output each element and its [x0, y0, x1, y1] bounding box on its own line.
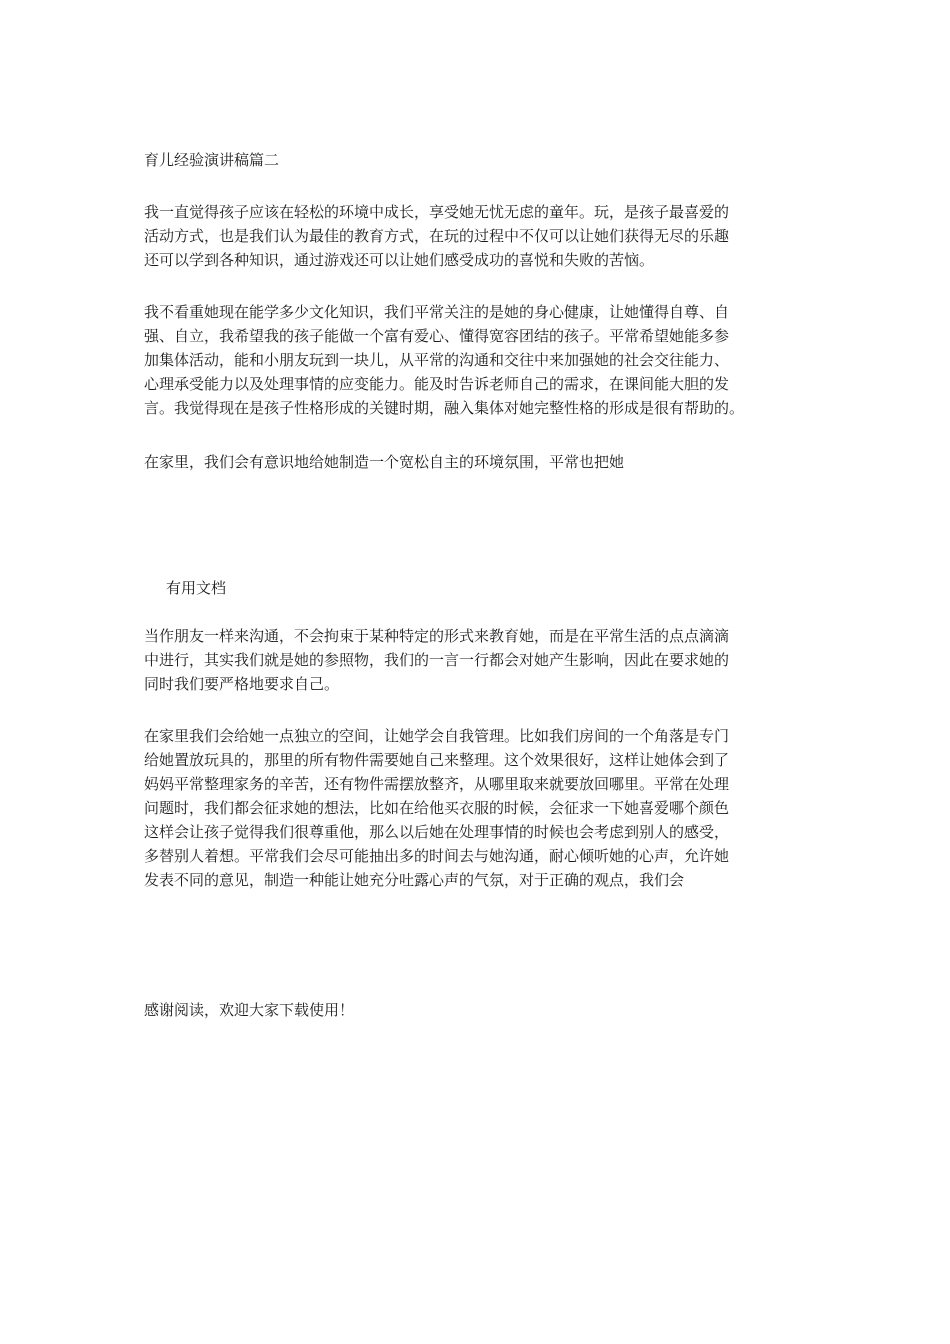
paragraph-line: 加集体活动，能和小朋友玩到一块儿，从平常的沟通和交往中来加强她的社会交往能力、	[144, 351, 730, 369]
paragraph-line: 当作朋友一样来沟通，不会拘束于某种特定的形式来教育她，而是在平常生活的点点滴滴	[144, 627, 730, 645]
paragraph-2	[144, 300, 814, 420]
paragraph-line: 在家里我们会给她一点独立的空间，让她学会自我管理。比如我们房间的一个角落是专门	[144, 727, 730, 745]
paragraph-line: 强、自立，我希望我的孩子能做一个富有爱心、懂得宽容团结的孩子。平常希望她能多参	[144, 327, 730, 345]
paragraph-line: 心理承受能力以及处理事情的应变能力。能及时告诉老师自己的需求，在课间能大胆的发	[144, 375, 730, 393]
paragraph-line: 妈妈平常整理家务的辛苦，还有物件需摆放整齐，从哪里取来就要放回哪里。平常在处理	[144, 775, 730, 793]
paragraph-line: 问题时，我们都会征求她的想法，比如在给他买衣服的时候，会征求一下她喜爱哪个颜色	[144, 799, 730, 817]
paragraph-line: 给她置放玩具的，那里的所有物件需要她自己来整理。这个效果很好，这样让她体会到了	[144, 751, 730, 769]
paragraph-line: 在家里，我们会有意识地给她制造一个宽松自主的环境氛围，平常也把她	[144, 453, 625, 471]
paragraph-line: 多替别人着想。平常我们会尽可能抽出多的时间去与她沟通，耐心倾听她的心声，允许她	[144, 847, 730, 865]
paragraph-3	[144, 450, 814, 474]
paragraph-line: 言。我觉得现在是孩子性格形成的关键时期，融入集体对她完整性格的形成是很有帮助的。	[144, 399, 745, 417]
paragraph-line: 中进行，其实我们就是她的参照物，我们的一言一行都会对她产生影响，因此在要求她的	[144, 651, 730, 669]
paragraph-line: 同时我们要严格地要求自己。	[144, 675, 340, 693]
paragraph-line: 发表不同的意见，制造一种能让她充分吐露心声的气氛，对于正确的观点，我们会	[144, 871, 685, 889]
paragraph-4	[144, 624, 814, 696]
paragraph-5	[144, 724, 814, 892]
paragraph-line: 我不看重她现在能学多少文化知识，我们平常关注的是她的身心健康，让她懂得自尊、自	[144, 303, 730, 321]
paragraph-line: 活动方式，也是我们认为最佳的教育方式，在玩的过程中不仅可以让她们获得无尽的乐趣	[144, 227, 730, 245]
closing-text: 感谢阅读，欢迎大家下载使用！	[144, 1001, 355, 1019]
document-title: 育儿经验演讲稿篇二	[144, 151, 280, 169]
paragraph-1	[144, 200, 814, 272]
paragraph-line: 这样会让孩子觉得我们很尊重他，那么以后她在处理事情的时候也会考虑到别人的感受，	[144, 823, 730, 841]
footer-label: 有用文档	[166, 579, 227, 597]
paragraph-line: 还可以学到各种知识，通过游戏还可以让她们感受成功的喜悦和失败的苦恼。	[144, 251, 655, 269]
paragraph-line: 我一直觉得孩子应该在轻松的环境中成长，享受她无忧无虑的童年。玩，是孩子最喜爱的	[144, 203, 730, 221]
